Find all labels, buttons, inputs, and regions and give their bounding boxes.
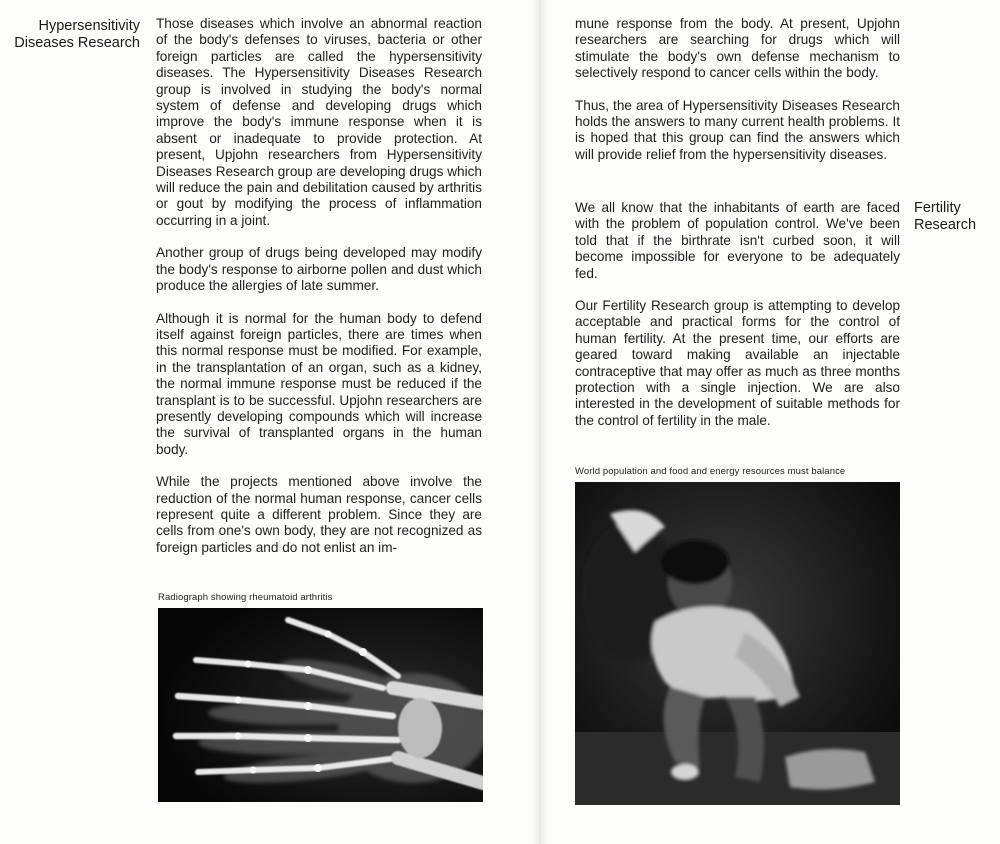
right-column-text-top	[575, 16, 900, 179]
paragraph: We all know that the inhabitants of earth are faced with the problem of population control. We've been told that if the birthrate isn't curbed soon, it will become impossible for everyone to be adequately fed.	[575, 200, 900, 281]
paragraph: Our Fertility Research group is attempting to develop acceptable and practical forms for the control of human fertility. At the present time, our efforts are geared toward making available an injectable contraceptive that may offer as much as three months protection with a single injection. We are also interested in the development of suitable methods for the control of fertility in the male.	[575, 298, 900, 428]
radiograph-hand-image	[158, 608, 483, 802]
left-column-text	[156, 16, 482, 572]
sidehead-fertility: Fertility Research	[914, 200, 977, 233]
paragraph: Another group of drugs being developed may modify the body's response to airborne pollen and dust which produce the allergies of late summer.	[156, 245, 482, 294]
book-gutter	[530, 0, 550, 844]
paragraph: Thus, the area of Hypersensitivity Diseases Research holds the answers to many current health problems. It is hoped that this group can find the answers which will provide relief from the hypersensitivity diseases.	[575, 97, 900, 162]
sidehead-hypersensitivity: Hypersensitivity Diseases Research	[14, 18, 140, 51]
child-photo-image	[575, 482, 900, 805]
paragraph: While the projects mentioned above involve the reduction of the normal human response, cancer cells represent quite a different problem. Since they are cells from one's own body, they are not recognized as foreign particles and do not enlist an im-	[156, 474, 482, 555]
caption-radiograph: Radiograph showing rheumatoid arthritis	[158, 592, 333, 603]
paragraph: mune response from the body. At present, Upjohn researchers are searching for drugs which will stimulate the body's own defense mechanism to selectively respond to cancer cells within the body.	[575, 16, 900, 81]
paragraph: Although it is normal for the human body to defend itself against foreign particles, there are times when this normal response must be modified. For example, in the transplantation of an organ, such as a kidney, the normal immune response must be reduced if the transplant is to be successful. Upjohn researchers are presently developing compounds which will increase the survival of transplanted organs in the human body.	[156, 310, 482, 457]
paragraph: Those diseases which involve an abnormal reaction of the body's defenses to viruses, bacteria or other foreign particles are called the hypersensitivity diseases. The Hypersensitivity Diseases Research group is involved in studying the body's normal system of defense and developing drugs which improve the body's immune response when it is absent or inadequate to provide protection. At present, Upjohn researchers from Hypersensitivity Diseases Research group are developing drugs which will reduce the pain and debilitation caused by arthritis or gout by modifying the process of inflammation occurring in a joint.	[156, 16, 482, 228]
caption-world-population: World population and food and energy resources must balance	[575, 466, 846, 477]
right-column-text-fertility	[575, 200, 900, 445]
